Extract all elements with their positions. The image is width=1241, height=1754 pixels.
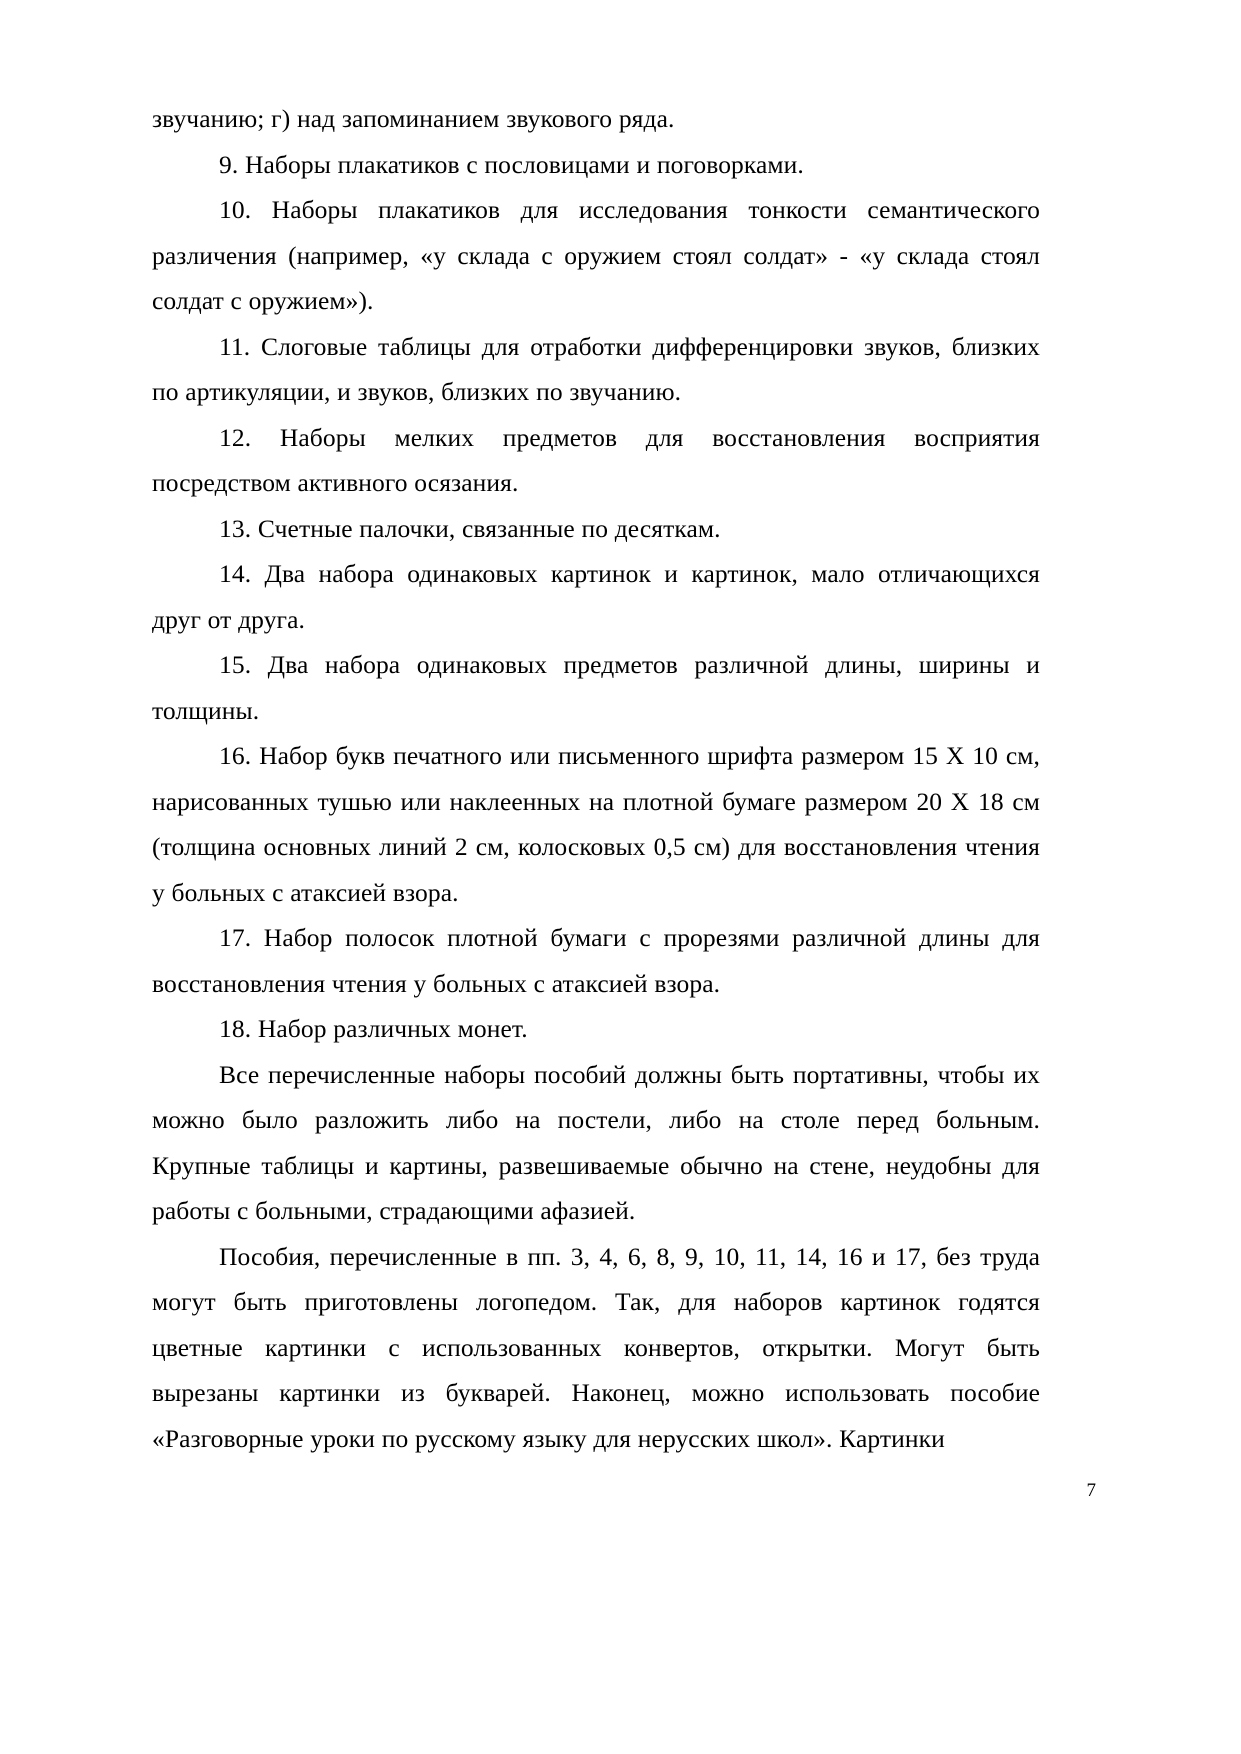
paragraph-body-portable-aids: Все перечисленные наборы пособий должны быть портативны, чтобы их можно было разложить либо на постели, либо на столе перед больным. Крупные таблицы и картины, развешиваемые обычно на стене, неудобны для работы с больными, страдающими афазией. [152,1059,1040,1225]
paragraph-item-17: 17. Набор полосок плотной бумаги с прорезями различной длины для восстановления чтения у больных с атаксией взора. [152,923,1040,998]
paragraph-item-10: 10. Наборы плакатиков для исследования тонкости семантического различения (например, «у склада с оружием стоял солдат» - «у склада стоял солдат с оружием»). [152,195,1040,315]
paragraph-body-aids-preparation: Пособия, перечисленные в пп. 3, 4, 6, 8, 9, 10, 11, 14, 16 и 17, без труда могут быть приготовлены логопедом. Так, для наборов картинок годятся цветные картинки с использованных конвертов, открытки. Могут быть вырезаны картинки из букварей. Наконец, можно использовать пособие «Разговорные уроки по русскому языку для нерусских школ». Картинки [152,1241,1040,1453]
paragraph-item-9: 9. Наборы плакатиков с пословицами и поговорками. [219,149,804,179]
document-text-body [152,96,1040,1461]
paragraph-item-12: 12. Наборы мелких предметов для восстановления восприятия посредством активного осязания. [152,422,1040,497]
paragraph-item-15: 15. Два набора одинаковых предметов различной длины, ширины и толщины. [152,650,1040,725]
paragraph-continuation-g: звучанию; г) над запоминанием звукового ряда. [152,104,675,133]
paragraph-item-13: 13. Счетные палочки, связанные по десяткам. [219,513,721,543]
paragraph-item-16: 16. Набор букв печатного или письменного шрифта размером 15 Х 10 см, нарисованных тушью или наклеенных на плотной бумаге размером 20 Х 18 см (толщина основных линий 2 см, колосковых 0,5 см) для восстановления чтения у больных с атаксией взора. [152,741,1040,907]
paragraph-item-14: 14. Два набора одинаковых картинок и картинок, мало отличающихся друг от друга. [152,559,1040,634]
paragraph-item-11: 11. Слоговые таблицы для отработки дифференцировки звуков, близких по артикуляции, и звуков, близких по звучанию. [152,331,1040,406]
paragraph-item-18: 18. Набор различных монет. [219,1014,528,1043]
page-number: 7 [1086,1480,1096,1501]
